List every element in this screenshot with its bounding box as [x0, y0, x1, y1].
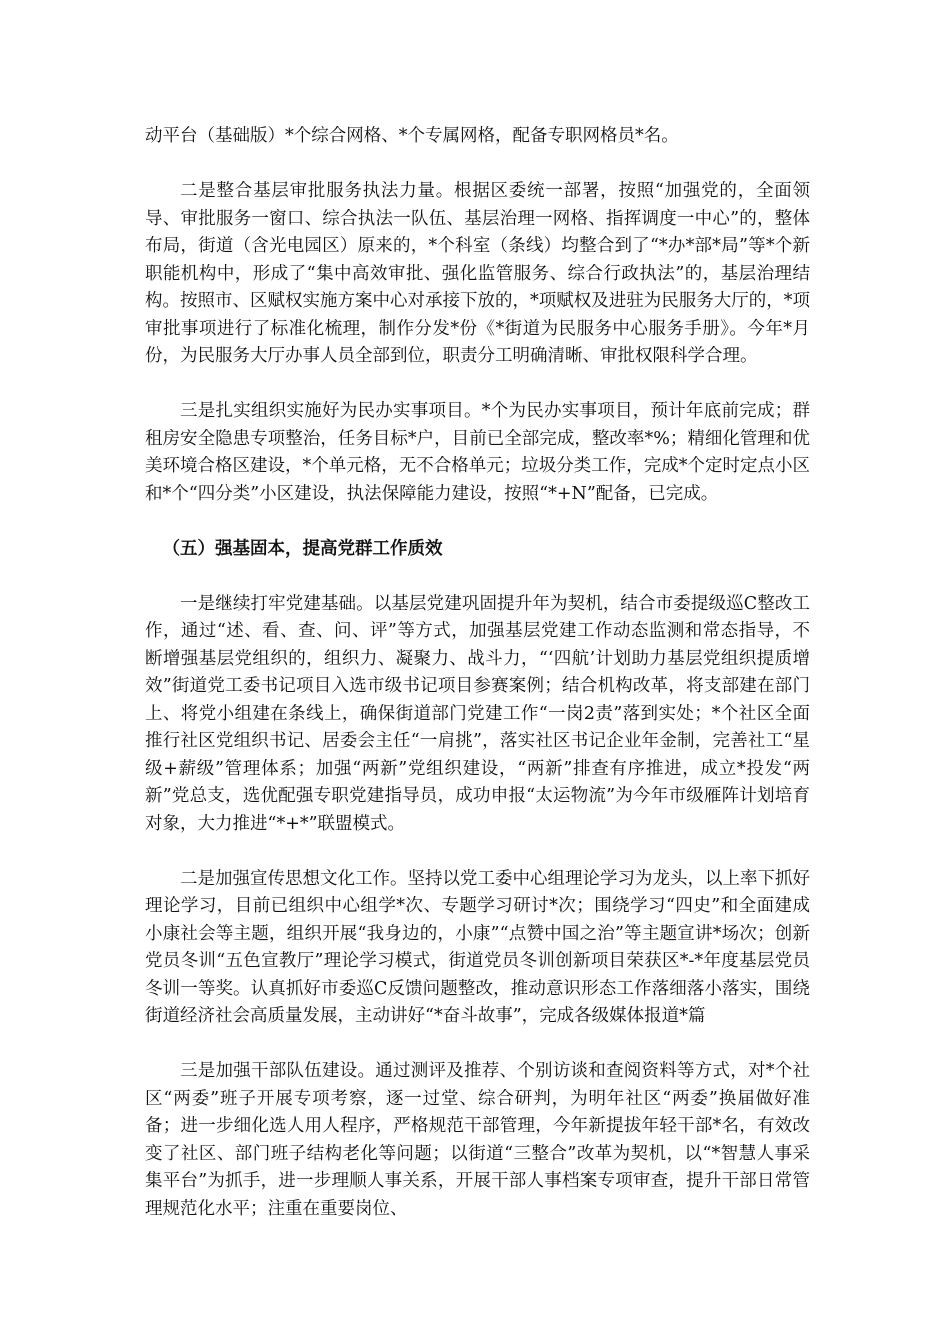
- paragraph-gap: [145, 563, 810, 591]
- paragraph-approval-service: 二是整合基层审批服务执法力量。根据区委统一部署，按照“加强党的，全面领导、审批服务一窗口、综合执法一队伍、基层治理一网格、指挥调度一中心”的，整体布局，街道（含光电园区）原来的，*个科室（条线）均整合到了“*办*部*局”等*个新职能机构中，形成了“集中高效审批、强化监管服务、综合行政执法”的，基层治理结构。按照市、区赋权实施方案中心对承接下放的，*项赋权及进驻为民服务大厅的，*项审批事项进行了标准化梳理，制作分发*份《*街道为民服务中心服务手册》。今年*月份，为民服务大厅办事人员全部到位，职责分工明确清晰、审批权限科学合理。: [145, 181, 810, 366]
- document-page: [145, 123, 810, 1223]
- paragraph-practical-projects: 三是扎实组织实施好为民办实事项目。*个为民办实事项目，预计年底前完成；群租房安全隐患专项整治，任务目标*户，目前已全部完成，整改率*%；精细化管理和优美环境合格区建设，*个单元格，无不合格单元；垃圾分类工作，完成*个定时定点小区和*个“四分类”小区建设，执法保障能力建设，按照“*+N”配备，已完成。: [145, 401, 810, 504]
- paragraph-continued: 动平台（基础版）*个综合网格、*个专属网格，配备专职网格员*名。: [145, 126, 679, 146]
- paragraph-publicity: 二是加强宣传思想文化工作。坚持以党工委中心组理论学习为龙头，以上率下抓好理论学习，目前已组织中心组学*次、专题学习研讨*次；围绕学习“四史”和全面建成小康社会等主题，组织开展“我身边的，小康”“点赞中国之治”等主题宣讲*场次；创新党员冬训“五色宣教厅”理论学习模式，街道党员冬训创新项目荣获区*-*年度基层党员冬训一等奖。认真抓好市委巡C反馈问题整改，推动意识形态工作落细落小落实，围绕街道经济社会高质量发展，主动讲好“*奋斗故事”，完成各级媒体报道*篇: [145, 868, 810, 1026]
- paragraph-gap: [145, 151, 810, 179]
- paragraph-gap: [145, 371, 810, 399]
- section-heading: （五）强基固本，提高党群工作质效: [162, 538, 443, 559]
- paragraph-gap: [145, 1031, 810, 1059]
- paragraph-cadre-team: 三是加强干部队伍建设。通过测评及推荐、个别访谈和查阅资料等方式，对*个社区“两委”班子开展专项考察，逐一过堂、综合研判，为明年社区“两委”换届做好准备；进一步细化选人用人程序，严格规范干部管理，今年新提拔年轻干部*名，有效改变了社区、部门班子结构老化等问题；以街道“三整合”改革为契机，以“*智慧人事采集平台”为抓手，进一步理顺人事关系，开展干部人事档案专项审查，提升干部日常管理规范化水平；注重在重要岗位、: [145, 1061, 810, 1219]
- paragraph-gap: [145, 838, 810, 866]
- paragraph-gap: [145, 508, 810, 536]
- paragraph-party-building: 一是继续打牢党建基础。以基层党建巩固提升年为契机，结合市委提级巡C整改工作，通过“述、看、查、问、评”等方式，加强基层党建工作动态监测和常态指导，不断增强基层党组织的，组织力、凝聚力、战斗力，“‘四航’计划助力基层党组织提质增效”街道党工委书记项目入选市级书记项目参赛案例；结合机构改革，将支部建在部门上、将党小组建在条线上，确保街道部门党建工作“一岗2责”落到实处；*个社区全面推行社区党组织书记、居委会主任“一肩挑”，落实社区书记企业年金制，完善社工“星级+薪级”管理体系；加强“两新”党组织建设，“两新”排查有序推进，成立*投发“两新”党总支，选优配强专职党建指导员，成功申报“太运物流”为今年市级雁阵计划培育对象，大力推进“*+*”联盟模式。: [145, 593, 810, 834]
